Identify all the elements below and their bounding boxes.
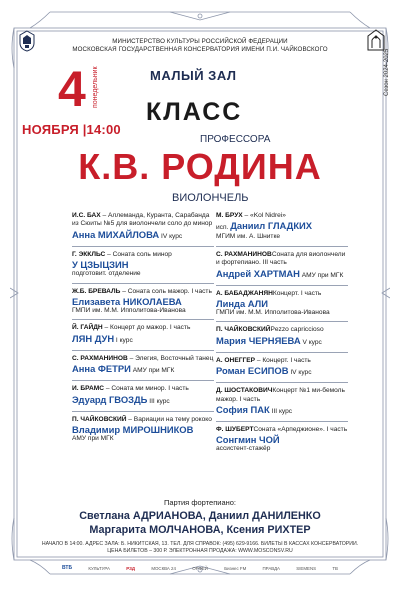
professor-label: ПРОФЕССОРА xyxy=(200,134,271,145)
performer-affiliation: ассистент-стажёр xyxy=(216,445,271,453)
work-line xyxy=(216,357,348,365)
performer-line xyxy=(216,365,348,378)
performer-prefix: исп. xyxy=(216,224,231,232)
performer-name: Эдуард ГВОЗДЬ xyxy=(72,393,148,405)
program-item xyxy=(216,290,348,318)
performer-line xyxy=(72,333,214,346)
composer-name: Й. ГАЙДН xyxy=(72,324,103,332)
sponsor-logo: ТВ xyxy=(332,565,338,571)
composer-name: Ж.Б. БРЕВАЛЬ xyxy=(72,287,121,295)
work-line xyxy=(216,426,348,434)
program-divider xyxy=(72,283,214,284)
program-item xyxy=(216,387,348,417)
program-divider xyxy=(72,350,214,351)
performer-name: Линда АЛИ xyxy=(216,298,268,310)
performer-line xyxy=(216,335,348,348)
program-item xyxy=(216,357,348,378)
sponsor-logo: SIEMENS xyxy=(296,565,317,571)
performer-year: III курс xyxy=(269,408,293,416)
program-divider xyxy=(216,285,348,286)
organizer-header xyxy=(40,38,360,54)
performer-line xyxy=(216,434,348,445)
accompaniment-label: Партия фортепиано: xyxy=(163,498,237,507)
composer-name: М. БРУХ xyxy=(216,212,243,219)
performer-name: Анна ФЕТРИ xyxy=(72,363,131,375)
footer-line-2: ЦЕНА БИЛЕТОВ – 300 Р. ЭЛЕКТРОННАЯ ПРОДАЖА: WWW.MOSCONSV.RU xyxy=(107,548,293,554)
footer-info xyxy=(0,541,400,555)
accompanists-line-2: Маргарита МОЛЧАНОВА, Ксения РИХТЕР xyxy=(89,524,311,536)
performer-year: АМУ при МГК xyxy=(130,367,175,375)
work-line xyxy=(216,212,348,220)
ministry-emblem-icon xyxy=(18,30,36,52)
conservatory-name: МОСКОВСКАЯ ГОСУДАРСТВЕННАЯ КОНСЕРВАТОРИЯ ИМЕНИ П.И. ЧАЙКОВСКОГО xyxy=(72,46,328,53)
work-title: – Элегия, Восточный танец xyxy=(127,354,214,362)
performer-line xyxy=(72,363,214,376)
performer-line xyxy=(216,298,348,309)
concert-title: КЛАСС xyxy=(146,98,243,126)
program-item xyxy=(72,212,214,242)
program-item xyxy=(72,416,214,444)
work-line xyxy=(72,288,214,296)
work-title: – «Kol Nidrei» xyxy=(242,212,286,219)
work-line xyxy=(72,251,214,259)
work-title: – Аллеманда, Куранта, Сарабанда из Сюиты №5 для виолончели соло до минор xyxy=(72,212,213,228)
composer-name: А. ОНЕГГЕР xyxy=(216,356,255,364)
composer-name: Ф. ШУБЕРТ xyxy=(216,426,254,434)
teacher-name: К.В. РОДИНА xyxy=(78,146,322,187)
composer-name: А. БАБАДЖАНЯН xyxy=(216,289,273,297)
program-divider xyxy=(72,411,214,412)
work-line xyxy=(216,387,348,404)
performer-name: София ПАК xyxy=(216,404,270,416)
composer-name: С. РАХМАНИНОВ xyxy=(216,250,272,258)
program-item xyxy=(72,355,214,376)
conservatory-emblem-icon xyxy=(366,28,386,52)
work-title: Концерт. I часть xyxy=(272,289,322,297)
performer-line xyxy=(72,296,214,307)
performer-name: Роман ЕСИПОВ xyxy=(216,365,289,377)
performer-name: ЛЯН ДУН xyxy=(72,332,115,344)
performer-line xyxy=(216,220,348,233)
performer-name: Даниил ГЛАДКИХ xyxy=(230,220,313,232)
season-label: Сезон 2024-2025 xyxy=(384,48,390,96)
work-line xyxy=(72,324,214,332)
performer-affiliation: АМУ при МГК xyxy=(72,435,114,443)
performer-name: Сонгмин ЧОЙ xyxy=(216,434,280,446)
program-divider xyxy=(72,319,214,320)
program-right-column xyxy=(216,212,348,454)
concert-weekday: понедельник xyxy=(92,66,99,108)
instrument-name: ВИОЛОНЧЕЛЬ xyxy=(172,192,249,204)
performer-line xyxy=(72,424,214,435)
program-item xyxy=(216,251,348,281)
program-divider xyxy=(216,321,348,322)
performer-year: I курс xyxy=(114,336,133,344)
work-line xyxy=(216,251,348,268)
sponsor-logo: ОРФЕЙ xyxy=(192,565,208,571)
performer-year: АМУ при МГК xyxy=(299,271,344,279)
work-title: – Соната соль минор xyxy=(105,250,172,258)
work-line xyxy=(72,385,214,393)
composer-name: И. БРАМС xyxy=(72,385,104,393)
performer-year: III курс xyxy=(147,397,170,405)
program-item xyxy=(216,212,348,242)
program-item xyxy=(72,385,214,406)
work-line xyxy=(216,290,348,298)
performer-line xyxy=(72,259,214,270)
footer-line-1: НАЧАЛО В 14:00. АДРЕС ЗАЛА: Б. НИКИТСКАЯ, 13. ТЕЛ. ДЛЯ СПРАВОК: (495) 629-9166. БИЛЕТЫ В КАССАХ КОНСЕРВАТОРИИ. xyxy=(41,541,359,547)
program-divider xyxy=(216,352,348,353)
concert-day: 4 xyxy=(58,61,86,117)
accompanists-line-1: Светлана АДРИАНОВА, Даниил ДАНИЛЕНКО xyxy=(79,510,321,522)
sponsor-logo: ПРАВДА xyxy=(262,565,280,571)
performer-affiliation: ГМПИ им. М.М. Ипполитова-Иванова xyxy=(72,307,186,315)
composer-name: Г. ЭККЛЬС xyxy=(72,250,106,258)
work-title: – Соната ми минор. I часть xyxy=(103,385,189,393)
program-divider xyxy=(72,246,214,247)
work-title: Соната для виолончели и фортепиано. III часть xyxy=(216,250,346,267)
work-title: – Соната соль мажор. I часть xyxy=(120,287,212,295)
performer-year: IV курс xyxy=(288,369,312,377)
performer-affiliation: МГИМ им. А. Шнитке xyxy=(216,233,281,241)
sponsor-logos xyxy=(62,562,338,574)
program-divider xyxy=(216,421,348,422)
program-left-column xyxy=(72,212,214,443)
performer-line xyxy=(72,229,214,242)
work-title: – Вариации на тему рококо xyxy=(126,415,212,423)
performer-name: Анна МИХАЙЛОВА xyxy=(72,228,160,240)
program-item xyxy=(72,251,214,279)
work-line xyxy=(72,212,214,229)
sponsor-logo: ВТБ xyxy=(62,565,73,571)
performer-line xyxy=(216,404,348,417)
work-line xyxy=(72,416,214,424)
program-item xyxy=(216,426,348,454)
work-title: – Концерт до мажор. I часть xyxy=(102,324,191,332)
sponsor-logo: РЗД xyxy=(126,565,136,571)
work-title: Концерт №1 ми-бемоль мажор. I часть xyxy=(216,387,345,403)
work-title: Соната «Арпеджионе». I часть xyxy=(253,426,348,434)
work-title: – Концерт. I часть xyxy=(255,356,311,364)
sponsor-logo: Бизнес FM xyxy=(224,565,247,571)
composer-name: Д. ШОСТАКОВИЧ xyxy=(216,387,273,395)
program-item xyxy=(216,326,348,347)
performer-affiliation: подготовит. отделение xyxy=(72,270,141,278)
performer-year: V курс xyxy=(300,338,322,346)
work-title: Pezzo capriccioso xyxy=(270,326,324,334)
program-divider xyxy=(216,246,348,247)
composer-name: П. ЧАЙКОВСКИЙ xyxy=(72,415,127,423)
concert-month-time: НОЯБРЯ |14:00 xyxy=(22,122,121,137)
ministry-name: МИНИСТЕРСТВО КУЛЬТУРЫ РОССИЙСКОЙ ФЕДЕРАЦИИ xyxy=(112,38,288,45)
composer-name: С. РАХМАНИНОВ xyxy=(72,354,128,362)
performer-year: IV курс xyxy=(159,232,183,240)
sponsor-logo: МОСКВА 24 xyxy=(151,565,176,571)
program-divider xyxy=(216,382,348,383)
composer-name: И.С. БАХ xyxy=(72,212,101,219)
program-divider xyxy=(72,380,214,381)
work-line xyxy=(216,326,348,334)
performer-name: Владимир МИРОШНИКОВ xyxy=(72,424,194,436)
performer-name: У ЦЗЫЦЗИН xyxy=(72,259,129,271)
performer-name: Андрей ХАРТМАН xyxy=(216,267,300,279)
performer-line xyxy=(72,394,214,407)
program-item xyxy=(72,324,214,345)
performer-line xyxy=(216,268,348,281)
sponsor-logo: КУЛЬТУРА xyxy=(88,565,110,571)
hall-name: МАЛЫЙ ЗАЛ xyxy=(150,68,237,83)
performer-name: Мария ЧЕРНЯЕВА xyxy=(216,334,301,346)
performer-name: Елизавета НИКОЛАЕВА xyxy=(72,296,182,308)
composer-name: П. ЧАЙКОВСКИЙ xyxy=(216,326,271,334)
work-line xyxy=(72,355,214,363)
program-item xyxy=(72,288,214,316)
performer-affiliation: ГМПИ им. М.М. Ипполитова-Иванова xyxy=(216,309,330,317)
